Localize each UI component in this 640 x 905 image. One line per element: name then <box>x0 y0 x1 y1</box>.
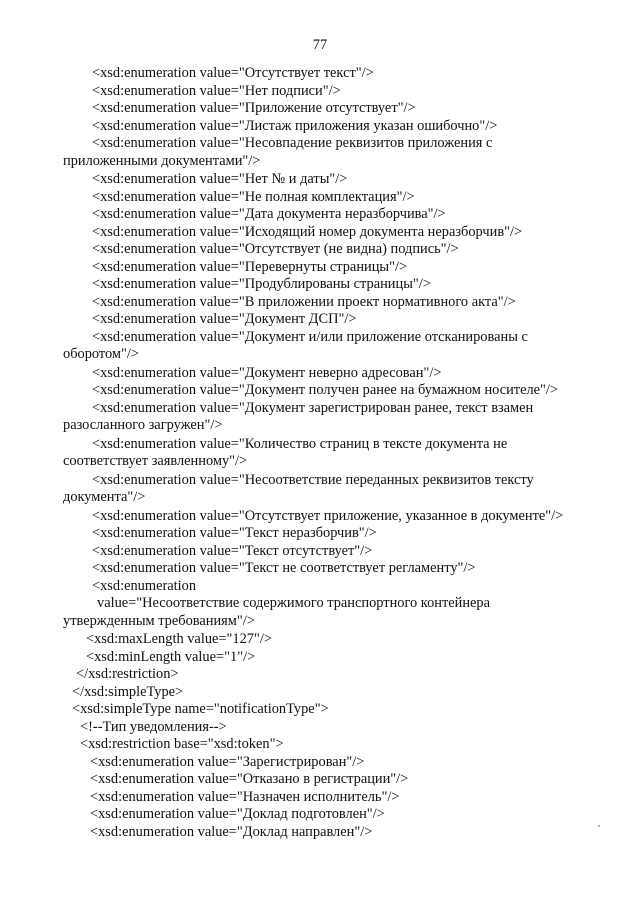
code-line: <xsd:enumeration value="Отсутствует текст"/> <box>92 65 374 81</box>
code-line: <xsd:enumeration value="Исходящий номер документа неразборчив"/> <box>92 223 523 240</box>
code-line: <xsd:simpleType name="notificationType"> <box>72 701 329 717</box>
code-line: <xsd:enumeration value="Несоответствие переданных реквизитов тексту <box>92 471 534 488</box>
code-line: <xsd:enumeration value="Перевернуты страницы"/> <box>92 258 408 275</box>
code-line: <xsd:enumeration value="Документ неверно адресован"/> <box>92 364 442 381</box>
code-line: <xsd:minLength value="1"/> <box>86 648 256 665</box>
code-line: <xsd:enumeration value="Листаж приложения указан ошибочно"/> <box>92 117 498 134</box>
code-line: оборотом"/> <box>63 346 140 362</box>
code-line: </xsd:restriction> <box>76 666 179 682</box>
code-line: <xsd:enumeration value="Отказано в регистрации"/> <box>90 771 409 787</box>
code-line: <xsd:enumeration value="В приложении проект нормативного акта"/> <box>92 293 516 310</box>
code-line: <xsd:enumeration value="Приложение отсутствует"/> <box>92 100 416 116</box>
page-number: 77 <box>312 37 328 53</box>
code-line: <xsd:enumeration value="Количество страниц в тексте документа не <box>92 435 508 452</box>
code-line: <xsd:enumeration value="Доклад направлен"/> <box>90 823 373 840</box>
code-line: <xsd:enumeration <box>92 577 197 594</box>
code-line: <xsd:enumeration value="Текст неразборчив"/> <box>92 525 377 541</box>
code-line: <xsd:restriction base="xsd:token"> <box>80 736 284 752</box>
code-line: соответствует заявленному"/> <box>63 453 248 469</box>
code-line: <xsd:enumeration value="Не полная комплектация"/> <box>92 188 415 205</box>
code-line: <xsd:enumeration value="Документ получен ранее на бумажном носителе"/> <box>92 382 559 398</box>
code-line: <xsd:enumeration value="Назначен исполнитель"/> <box>90 788 400 805</box>
code-line: <xsd:enumeration value="Зарегистрирован"/> <box>90 753 365 770</box>
code-line: <xsd:enumeration value="Документ зарегистрирован ранее, текст взамен <box>92 399 534 416</box>
code-line: <xsd:enumeration value="Документ ДСП"/> <box>92 311 357 327</box>
code-line: <xsd:enumeration value="Текст отсутствует"/> <box>92 542 373 559</box>
xsd-code-block <box>63 65 583 841</box>
code-line: документа"/> <box>63 489 146 505</box>
code-line: <xsd:enumeration value="Отсутствует (не видна) подпись"/> <box>92 241 459 257</box>
code-line: разосланного загружен"/> <box>63 417 223 433</box>
code-line: <xsd:enumeration value="Нет № и даты"/> <box>92 171 348 187</box>
code-line: утвержденным требованиям"/> <box>63 612 255 629</box>
scan-speck <box>598 825 600 827</box>
code-line: <xsd:enumeration value="Текст не соответствует регламенту"/> <box>92 560 476 576</box>
code-line: value="Несоответствие содержимого транспортного контейнера <box>97 595 491 611</box>
code-line: <xsd:enumeration value="Отсутствует приложение, указанное в документе"/> <box>92 507 564 524</box>
code-line: <xsd:enumeration value="Дата документа неразборчива"/> <box>92 206 446 222</box>
code-line: приложенными документами"/> <box>63 152 261 169</box>
code-line: <xsd:enumeration value="Доклад подготовлен"/> <box>90 806 385 822</box>
code-line: <!--Тип уведомления--> <box>80 718 227 735</box>
code-line: <xsd:maxLength value="127"/> <box>86 631 272 647</box>
code-line: <xsd:enumeration value="Несовпадение реквизитов приложения с <box>92 135 493 151</box>
code-line: </xsd:simpleType> <box>72 683 184 700</box>
code-line: <xsd:enumeration value="Нет подписи"/> <box>92 82 341 99</box>
code-line: <xsd:enumeration value="Документ и/или приложение отсканированы с <box>92 328 528 345</box>
code-line: <xsd:enumeration value="Продублированы страницы"/> <box>92 276 431 292</box>
